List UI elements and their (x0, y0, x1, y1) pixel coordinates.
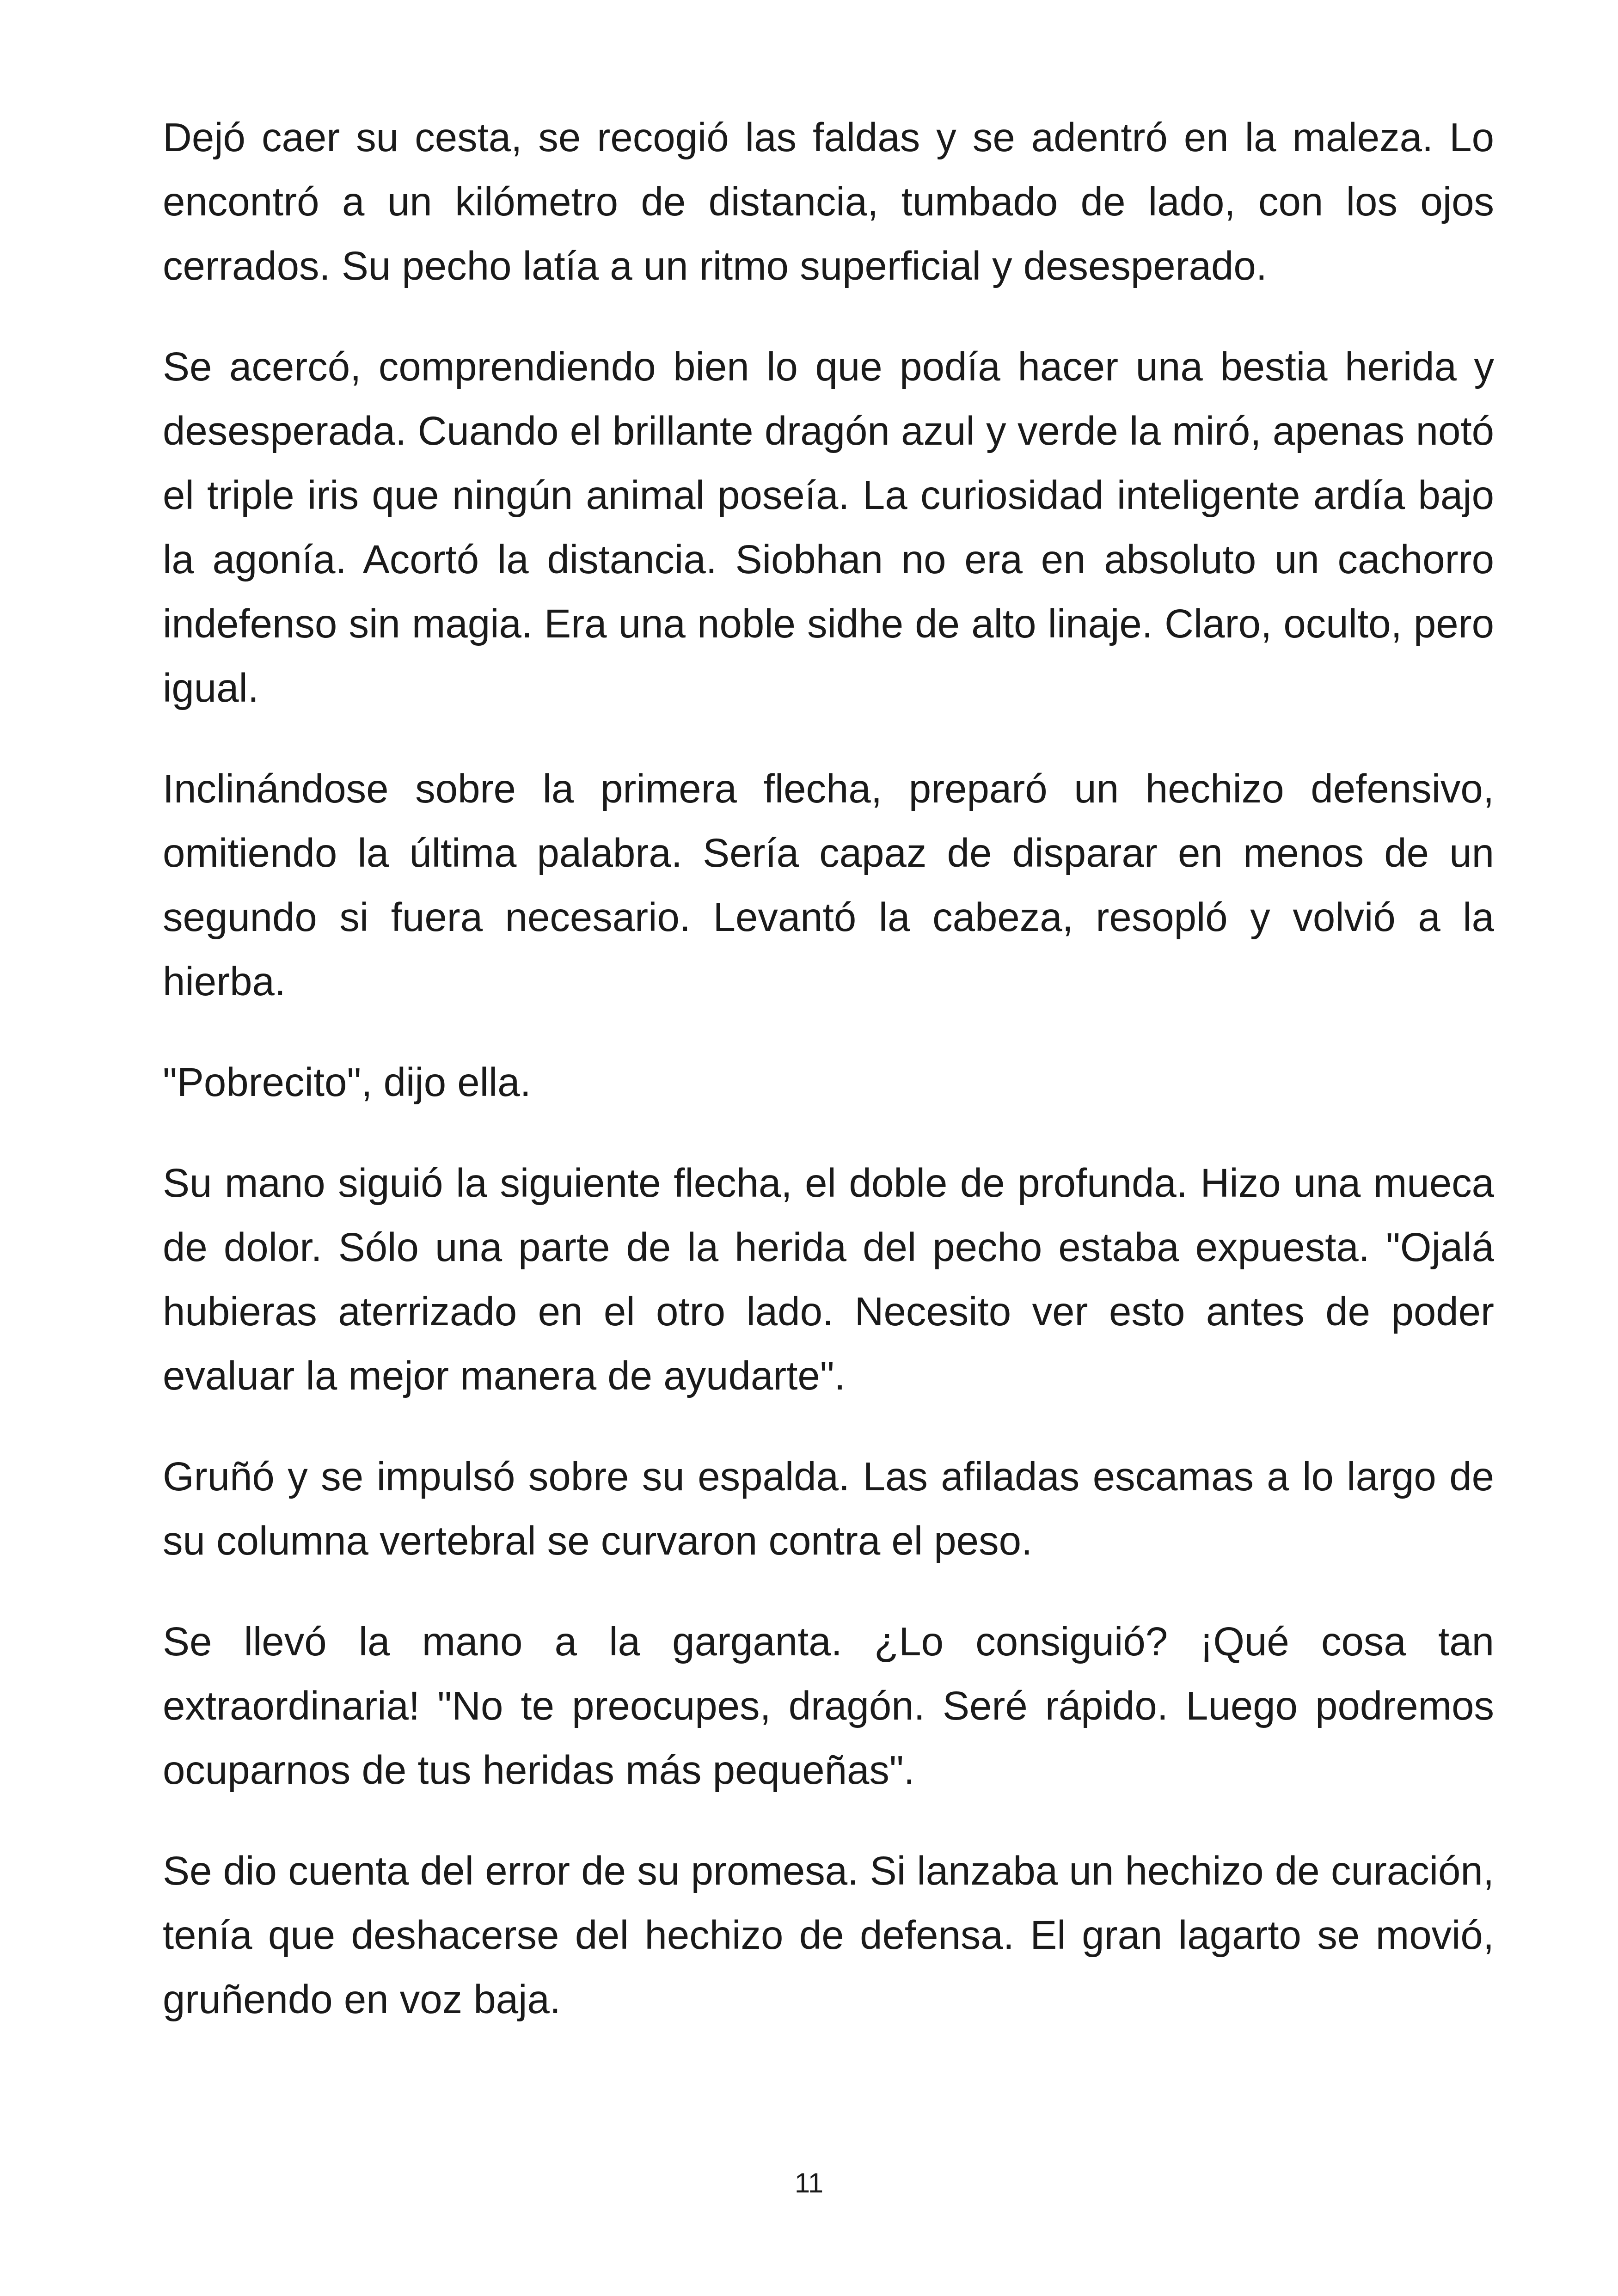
paragraph: Su mano siguió la siguiente flecha, el doble de profunda. Hizo una mueca de dolor. Sólo una parte de la herida del pecho estaba expuesta. "Ojalá hubieras aterrizado en el otro lado. Necesito ver esto antes de poder evaluar la mejor manera de ayudarte". (163, 1161, 1494, 1398)
paragraph: Inclinándose sobre la primera flecha, preparó un hechizo defensivo, omitiendo la última palabra. Sería capaz de disparar en menos de un segundo si fuera necesario. Levantó la cabeza, resopló y volvió a la hierba. (163, 766, 1494, 1004)
paragraph: Dejó caer su cesta, se recogió las faldas y se adentró en la maleza. Lo encontró a un kilómetro de distancia, tumbado de lado, con los ojos cerrados. Su pecho latía a un ritmo superficial y desesperado. (163, 115, 1494, 288)
page-number: 11 (794, 2167, 824, 2198)
paragraph: "Pobrecito", dijo ella. (163, 1060, 531, 1105)
paragraph: Se acercó, comprendiendo bien lo que podía hacer una bestia herida y desesperada. Cuando el brillante dragón azul y verde la miró, apenas notó el triple iris que ningún animal poseía. La curiosidad inteligente ardía bajo la agonía. Acortó la distancia. Siobhan no era en absoluto un cachorro indefenso sin magia. Era una noble sidhe de alto linaje. Claro, oculto, pero igual. (163, 344, 1494, 710)
paragraph: Se llevó la mano a la garganta. ¿Lo consiguió? ¡Qué cosa tan extraordinaria! "No te preocupes, dragón. Seré rápido. Luego podremos ocuparnos de tus heridas más pequeñas". (163, 1619, 1494, 1793)
paragraph: Gruñó y se impulsó sobre su espalda. Las afiladas escamas a lo largo de su columna vertebral se curvaron contra el peso. (163, 1454, 1494, 1563)
paragraph: Se dio cuenta del error de su promesa. Si lanzaba un hechizo de curación, tenía que deshacerse del hechizo de defensa. El gran lagarto se movió, gruñendo en voz baja. (163, 1849, 1494, 2022)
body-text (163, 105, 1494, 2068)
